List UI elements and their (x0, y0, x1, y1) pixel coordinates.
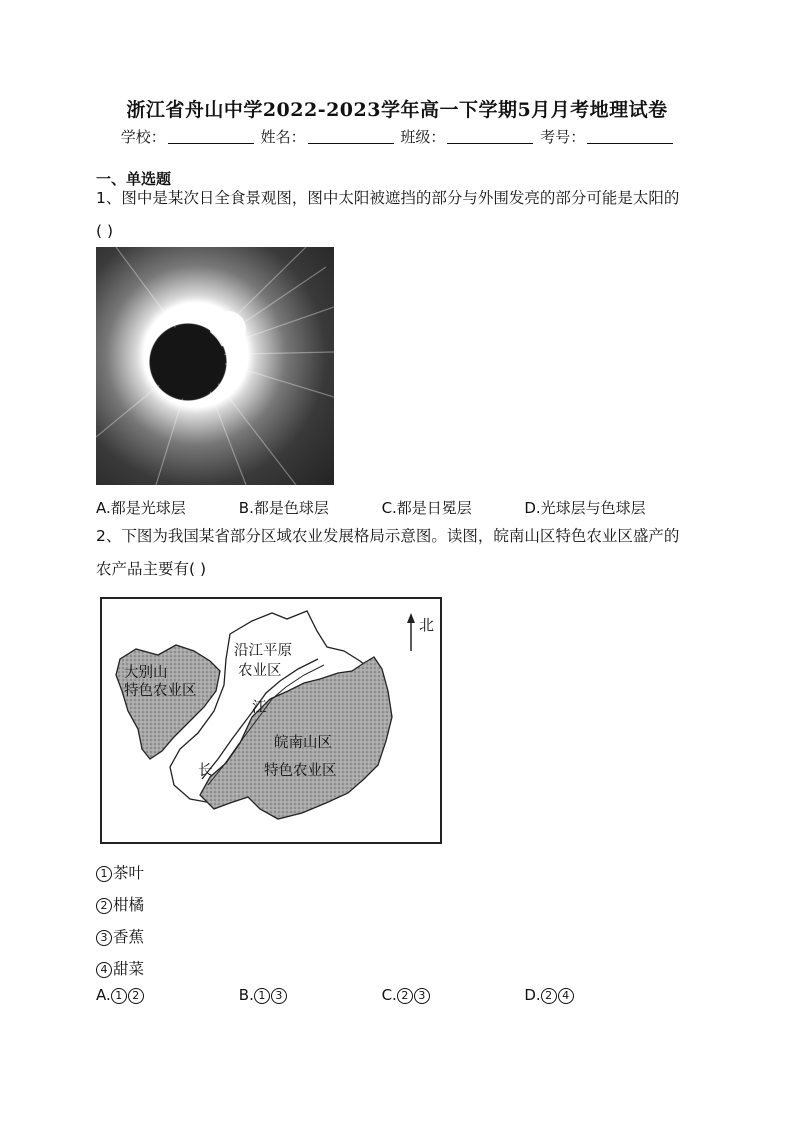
q2-item-2: 2 柑橘 (96, 893, 144, 915)
student-info-line (0, 126, 794, 147)
wannan-label-1: 皖南山区 (274, 735, 332, 751)
river-label-jiang: 江 (252, 700, 267, 716)
wannan-label-2: 特色农业区 (264, 763, 337, 779)
q2-item-3: 3 香蕉 (96, 925, 144, 947)
name-blank[interactable] (308, 129, 394, 144)
class-field: 班级： (400, 126, 533, 147)
circled-number: 3 (96, 930, 112, 946)
school-field: 学校： (121, 126, 254, 147)
north-label: 北 (419, 616, 435, 634)
q1-option-a[interactable]: A.都是光球层 (96, 499, 186, 517)
question-1-stem: 1、图中是某次日全食景观图，图中太阳被遮挡的部分与外围发亮的部分可能是太阳的 ( ) (96, 189, 680, 240)
solar-eclipse-image (96, 247, 334, 485)
yanjiang-label-1: 沿江平原 (234, 643, 292, 659)
q2-option-b[interactable]: B. 1 3 (239, 986, 377, 1004)
q1-option-c[interactable]: C.都是日冕层 (381, 499, 472, 517)
q2-option-a[interactable]: A. 1 2 (96, 986, 234, 1004)
q2-option-d[interactable]: D. 2 4 (524, 986, 662, 1004)
exam-number-blank[interactable] (587, 129, 673, 144)
circled-number: 4 (96, 962, 112, 978)
name-field: 姓名： (261, 126, 394, 147)
q1-option-d[interactable]: D.光球层与色球层 (524, 499, 646, 517)
q1-option-b[interactable]: B.都是色球层 (238, 499, 329, 517)
exam-title: 浙江省舟山中学2022-2023学年高一下学期5月月考地理试卷 (126, 99, 668, 121)
river-label-chang: 长 (198, 763, 213, 779)
exam-number-field: 考号： (540, 126, 673, 147)
question-2-stem: 2、下图为我国某省部分区域农业发展格局示意图。读图，皖南山区特色农业区盛产的 农产品主要有( ) (96, 527, 680, 578)
dabie-label-2: 特色农业区 (124, 683, 197, 699)
q2-item-4: 4 甜菜 (96, 957, 144, 979)
circled-number: 2 (96, 898, 112, 914)
corona-rays (96, 247, 334, 485)
dabie-label-1: 大别山 (124, 665, 168, 681)
section-title: 一、单选题 (96, 170, 172, 188)
agriculture-region-map (100, 597, 442, 844)
question-1-options (96, 497, 696, 518)
question-2-options (96, 986, 696, 1004)
class-blank[interactable] (447, 129, 533, 144)
school-blank[interactable] (168, 129, 254, 144)
yanjiang-label-2: 农业区 (238, 663, 282, 679)
q2-item-1: 1 茶叶 (96, 861, 144, 883)
circled-number: 1 (96, 866, 112, 882)
region-map-drawing (102, 599, 440, 842)
q2-option-c[interactable]: C. 2 3 (382, 986, 520, 1004)
